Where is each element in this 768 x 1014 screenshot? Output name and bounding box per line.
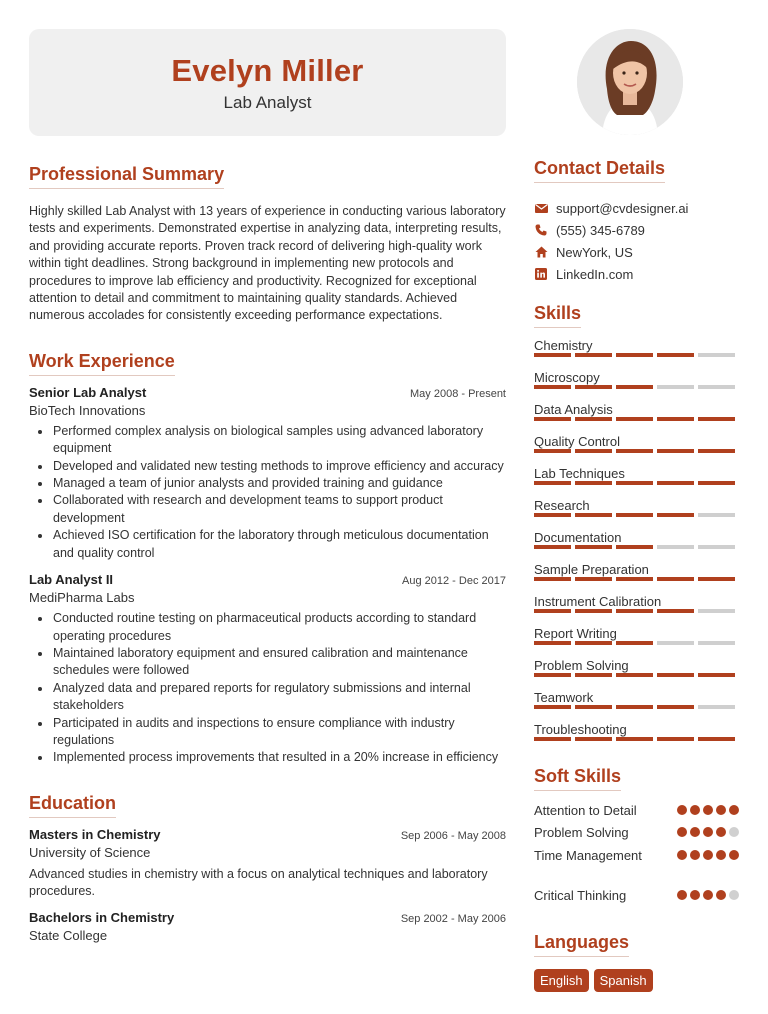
skill-level-segment xyxy=(534,577,571,581)
skill-level-segment xyxy=(534,385,571,389)
skill-name: Sample Preparation xyxy=(534,562,649,577)
education-section xyxy=(29,793,506,943)
job-company: BioTech Innovations xyxy=(29,402,146,418)
skill-level-bar xyxy=(534,353,735,357)
experience-section xyxy=(29,351,506,767)
soft-skill-rating xyxy=(677,850,739,860)
skill-name: Problem Solving xyxy=(534,658,629,673)
skill-level-bar xyxy=(534,609,735,613)
skill-level-segment xyxy=(534,737,571,741)
skill-level-segment xyxy=(698,609,735,613)
email-text: support@cvdesigner.ai xyxy=(556,200,689,216)
rating-dot xyxy=(729,827,739,837)
skill-row xyxy=(534,364,739,396)
skill-level-segment xyxy=(534,513,571,517)
skill-row xyxy=(534,620,739,652)
rating-dot xyxy=(729,850,739,860)
skill-level-segment xyxy=(616,449,653,453)
education-entry xyxy=(29,827,506,901)
skill-level-segment xyxy=(698,545,735,549)
skill-row xyxy=(534,588,739,620)
skill-level-segment xyxy=(616,385,653,389)
school-name: State College xyxy=(29,927,108,943)
soft-skills-heading: Soft Skills xyxy=(534,766,621,791)
job-title: Senior Lab Analyst xyxy=(29,384,147,400)
job-date: Aug 2012 - Dec 2017 xyxy=(402,575,506,588)
job-company: MediPharma Labs xyxy=(29,590,135,606)
skill-level-segment xyxy=(657,353,694,357)
rating-dot xyxy=(703,805,713,815)
skill-level-segment xyxy=(616,481,653,485)
rating-dot xyxy=(690,805,700,815)
soft-skills-section xyxy=(534,766,739,906)
bullet-item: Conducted routine testing on pharmaceutical products according to standard operating procedures xyxy=(29,610,506,645)
skill-level-bar xyxy=(534,417,735,421)
skill-level-segment xyxy=(575,353,612,357)
bullet-item: Participated in audits and inspections to ensure compliance with industry regulations xyxy=(29,715,506,750)
main-column xyxy=(29,164,506,957)
skill-level-bar xyxy=(534,481,735,485)
skill-level-segment xyxy=(616,641,653,645)
skill-level-segment xyxy=(657,737,694,741)
rating-dot xyxy=(716,890,726,900)
rating-dot xyxy=(716,827,726,837)
bullet-item: Managed a team of junior analysts and provided training and guidance xyxy=(29,475,506,492)
skill-row xyxy=(534,332,739,364)
linkedin-icon xyxy=(534,267,548,281)
skill-level-segment xyxy=(657,417,694,421)
bullet-item: Implemented process improvements that resulted in a 20% increase in efficiency xyxy=(29,749,506,766)
skill-level-segment xyxy=(657,481,694,485)
skill-level-bar xyxy=(534,577,735,581)
skill-row xyxy=(534,396,739,428)
bullet-item: Performed complex analysis on biological samples using advanced laboratory equipment xyxy=(29,423,506,458)
skill-level-segment xyxy=(575,641,612,645)
education-entry xyxy=(29,910,506,943)
rating-dot xyxy=(690,827,700,837)
contact-heading: Contact Details xyxy=(534,158,665,183)
skill-level-bar xyxy=(534,545,735,549)
skill-level-segment xyxy=(616,705,653,709)
soft-skill-row xyxy=(534,884,739,906)
summary-heading: Professional Summary xyxy=(29,164,224,189)
skill-level-bar xyxy=(534,385,735,389)
skill-level-segment xyxy=(616,673,653,677)
profile-photo xyxy=(577,29,683,135)
soft-skill-row xyxy=(534,821,739,843)
rating-dot xyxy=(690,850,700,860)
skill-name: Chemistry xyxy=(534,338,593,353)
skill-level-segment xyxy=(575,705,612,709)
school-name: University of Science xyxy=(29,844,151,860)
skills-section xyxy=(534,303,739,748)
linkedin-text: LinkedIn.com xyxy=(556,266,634,282)
candidate-name: Evelyn Miller xyxy=(171,53,364,88)
skill-level-segment xyxy=(616,737,653,741)
contact-linkedin[interactable] xyxy=(534,263,739,285)
skill-level-segment xyxy=(616,577,653,581)
skill-level-segment xyxy=(534,673,571,677)
skill-level-segment xyxy=(616,545,653,549)
soft-skill-name: Time Management xyxy=(534,847,642,863)
experience-heading: Work Experience xyxy=(29,351,175,376)
skill-level-segment xyxy=(698,385,735,389)
rating-dot xyxy=(677,850,687,860)
skill-level-segment xyxy=(534,417,571,421)
phone-text: (555) 345-6789 xyxy=(556,222,645,238)
contact-phone[interactable] xyxy=(534,219,739,241)
summary-text: Highly skilled Lab Analyst with 13 years of experience in conducting various laboratory tests and experiments. Demonstrated expertise in analyzing data, interpreting results, and providing accurate reports. Proven track record of delivering high-quality work within tight deadlines. Strong background in implementing new protocols and procedures to improve lab efficiency and productivity. Recognized for exceptional attention to detail and commitment to maintaining quality standards. Achieved numerous accolades for consistently exceeding performance expectations. xyxy=(29,204,506,323)
soft-skill-row xyxy=(534,843,739,867)
rating-dot xyxy=(677,827,687,837)
skill-level-segment xyxy=(616,513,653,517)
contact-location xyxy=(534,241,739,263)
rating-dot xyxy=(677,805,687,815)
bullet-item: Maintained laboratory equipment and ensured calibration and maintenance schedules were followed xyxy=(29,645,506,680)
skill-level-segment xyxy=(575,481,612,485)
soft-skill-rating xyxy=(677,827,739,837)
skill-level-segment xyxy=(575,609,612,613)
candidate-title: Lab Analyst xyxy=(223,93,312,112)
education-heading: Education xyxy=(29,793,116,818)
skill-row xyxy=(534,684,739,716)
skill-level-segment xyxy=(575,417,612,421)
bullet-item: Collaborated with research and development teams to support product development xyxy=(29,492,506,527)
skill-level-bar xyxy=(534,641,735,645)
skill-level-segment xyxy=(698,417,735,421)
skill-level-bar xyxy=(534,705,735,709)
skill-level-segment xyxy=(657,545,694,549)
job-bullets xyxy=(29,610,506,767)
skill-level-segment xyxy=(616,609,653,613)
skills-heading: Skills xyxy=(534,303,581,328)
skill-level-segment xyxy=(616,417,653,421)
skill-level-segment xyxy=(698,481,735,485)
skill-name: Instrument Calibration xyxy=(534,594,662,609)
rating-dot xyxy=(729,805,739,815)
rating-dot xyxy=(729,890,739,900)
skill-level-segment xyxy=(698,513,735,517)
education-description: Advanced studies in chemistry with a focus on analytical techniques and laboratory procedures. xyxy=(29,866,488,899)
languages-heading: Languages xyxy=(534,932,629,957)
skill-level-segment xyxy=(698,641,735,645)
skill-level-segment xyxy=(657,705,694,709)
skill-level-segment xyxy=(657,513,694,517)
skill-name: Teamwork xyxy=(534,690,594,705)
rating-dot xyxy=(716,805,726,815)
contact-email[interactable] xyxy=(534,197,739,219)
skill-level-segment xyxy=(657,641,694,645)
skill-level-segment xyxy=(657,673,694,677)
skill-level-segment xyxy=(575,577,612,581)
soft-skill-name: Critical Thinking xyxy=(534,887,627,903)
soft-skill-rating xyxy=(677,890,739,900)
degree-title: Bachelors in Chemistry xyxy=(29,909,175,925)
skill-level-segment xyxy=(698,705,735,709)
skill-level-segment xyxy=(657,577,694,581)
rating-dot xyxy=(703,827,713,837)
skill-level-segment xyxy=(616,353,653,357)
education-date: Sep 2006 - May 2008 xyxy=(400,829,506,842)
phone-icon xyxy=(534,223,548,237)
bullet-item: Analyzed data and prepared reports for regulatory submissions and internal stakeholders xyxy=(29,680,506,715)
soft-skill-row xyxy=(534,799,739,821)
skill-level-segment xyxy=(698,353,735,357)
side-column xyxy=(534,158,739,1006)
education-date: Sep 2002 - May 2006 xyxy=(400,912,506,925)
skill-level-segment xyxy=(657,385,694,389)
skill-level-segment xyxy=(698,737,735,741)
skill-level-segment xyxy=(698,577,735,581)
language-badge: English xyxy=(534,969,589,992)
job-entry xyxy=(29,572,506,767)
skill-level-bar xyxy=(534,737,735,741)
job-entry xyxy=(29,385,506,562)
degree-title: Masters in Chemistry xyxy=(29,826,161,842)
skill-level-segment xyxy=(534,449,571,453)
soft-skill-name: Problem Solving xyxy=(534,824,629,840)
skills-list xyxy=(534,332,739,748)
skill-level-segment xyxy=(575,545,612,549)
contact-section xyxy=(534,158,739,285)
rating-dot xyxy=(703,850,713,860)
summary-section xyxy=(29,164,506,325)
bullet-item: Achieved ISO certification for the laboratory through meticulous documentation and quality control xyxy=(29,527,506,562)
skill-level-segment xyxy=(698,673,735,677)
skill-level-segment xyxy=(534,353,571,357)
soft-skill-rating xyxy=(677,805,739,815)
skill-name: Lab Techniques xyxy=(534,466,625,481)
home-icon xyxy=(534,245,548,259)
skill-level-segment xyxy=(698,449,735,453)
job-date: May 2008 - Present xyxy=(410,387,506,400)
rating-dot xyxy=(716,850,726,860)
soft-skill-name: Attention to Detail xyxy=(534,802,637,818)
skill-level-segment xyxy=(534,641,571,645)
skill-name: Research xyxy=(534,498,590,513)
skill-level-segment xyxy=(575,449,612,453)
skill-row xyxy=(534,460,739,492)
skill-level-segment xyxy=(575,737,612,741)
skill-level-segment xyxy=(657,449,694,453)
skill-row xyxy=(534,652,739,684)
languages-section xyxy=(534,932,739,992)
skill-level-segment xyxy=(534,481,571,485)
rating-dot xyxy=(690,890,700,900)
header-panel xyxy=(29,29,506,136)
skill-name: Troubleshooting xyxy=(534,722,627,737)
skill-level-bar xyxy=(534,673,735,677)
skill-row xyxy=(534,716,739,748)
rating-dot xyxy=(677,890,687,900)
job-title: Lab Analyst II xyxy=(29,572,114,588)
skill-name: Quality Control xyxy=(534,434,620,449)
bullet-item: Developed and validated new testing methods to improve efficiency and accuracy xyxy=(29,458,506,475)
skill-name: Documentation xyxy=(534,530,622,545)
skill-level-segment xyxy=(575,513,612,517)
rating-dot xyxy=(703,890,713,900)
skill-level-bar xyxy=(534,513,735,517)
skill-level-segment xyxy=(575,385,612,389)
skill-row xyxy=(534,428,739,460)
skill-name: Microscopy xyxy=(534,370,600,385)
skill-name: Report Writing xyxy=(534,626,617,641)
language-badge: Spanish xyxy=(594,969,653,992)
soft-skills-list xyxy=(534,799,739,906)
skill-name: Data Analysis xyxy=(534,402,613,417)
skill-level-bar xyxy=(534,449,735,453)
skill-level-segment xyxy=(534,609,571,613)
skill-row xyxy=(534,524,739,556)
location-text: NewYork, US xyxy=(556,244,633,260)
skill-row xyxy=(534,492,739,524)
skill-level-segment xyxy=(534,545,571,549)
envelope-icon xyxy=(534,201,548,215)
skill-level-segment xyxy=(657,609,694,613)
skill-row xyxy=(534,556,739,588)
job-bullets xyxy=(29,423,506,562)
skill-level-segment xyxy=(575,673,612,677)
skill-level-segment xyxy=(534,705,571,709)
